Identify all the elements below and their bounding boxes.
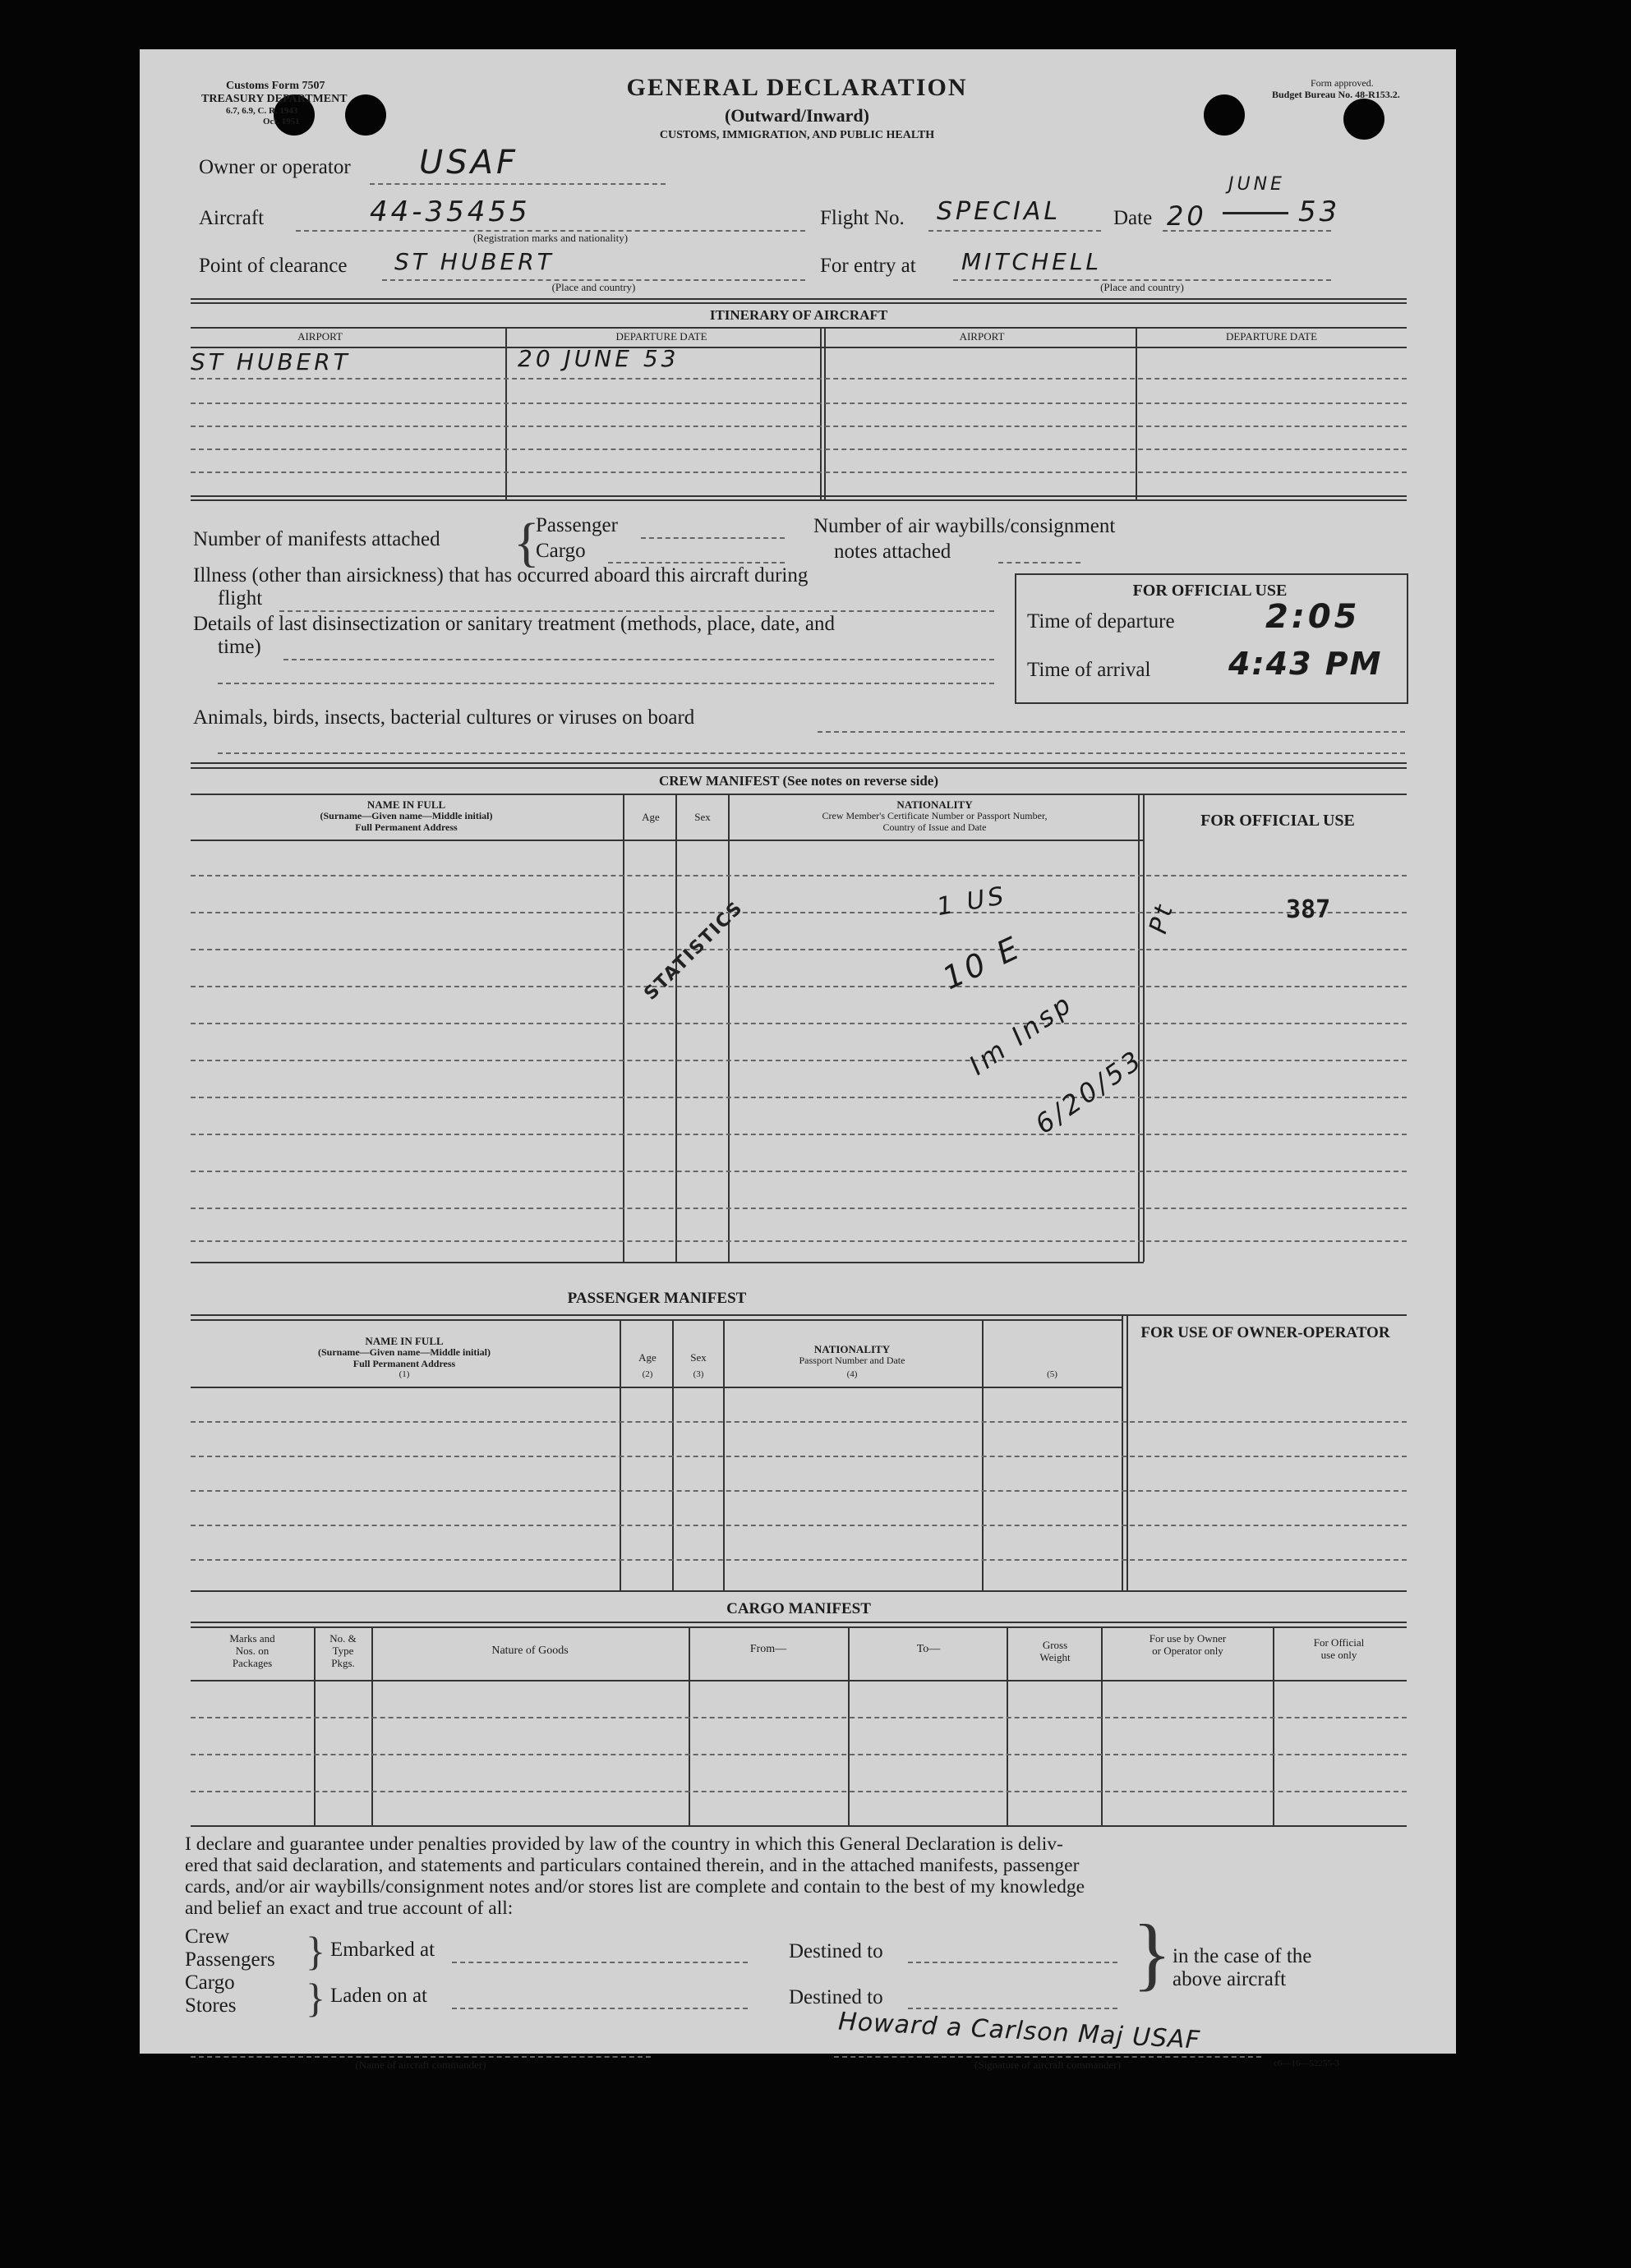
decl-destined-2: Destined to [789,1986,883,2008]
pass-h-col-1: (1) [399,1369,410,1379]
crew-h-official: FOR OFFICIAL USE [1200,812,1355,830]
animals-label: Animals, birds, insects, bacterial cultures or viruses on board [193,706,695,729]
print-code: c6—16—52255-3 [1274,2059,1340,2068]
itinerary-h-airport-2: AIRPORT [959,330,1005,343]
itinerary-airport-value[interactable]: ST HUBERT [191,348,351,375]
decl-cargo: Cargo [185,1971,235,1994]
cargo-title: CARGO MANIFEST [726,1600,871,1617]
regulation-ref: 6.7, 6.9, C. R. 1943 [226,106,298,116]
cargo-h-owner-2: or Operator only [1152,1645,1223,1657]
disinsect-label-2: time) [218,636,261,658]
general-declaration-form: Customs Form 7507 TREASURY DEPARTMENT 6.7, 6.9, C. R. 1943 Oct. 1951 GENERAL DECLARATION (Outward/Inward) CUSTOMS, IMMIGRATION, AND PUBLIC HEALTH Form approved. Budget Bureau No. 48-R153.2. Owner or operator USAF Aircraft 44-35455 (Registration marks and nationality) Flight No. SPECIAL Date 20 JUNE 53 Point of clearance ST HUBERT (Place and country) For entry at MITCHELL (Place and country) ITINERARY OF AIRCRAFT AIRPORT DEPARTURE DATE AIRPORT DEPARTURE DATE ST HUBERT 20 JUNE 53 Number of manifests attached { Passenger Cargo Number of air waybills/consignment notes attached Illness (other than airsickness) that has occurred aboard this aircraft during flight Details of last disinsectization or sanitary treatment (methods, place, date, and time) FOR OFFICIAL USE Time of departure 2:05 Time of arrival 4:43 PM Animals, birds, insects, bacterial cultures or viruses on board CREW MANIFEST (See notes on reverse side) NAME IN FULL (Surname—Given name—Middle initial) Full Permanent Address Age Sex NATIONALITY Crew Member's Certificate Number or Passport Number, Country of Issue and Date FOR OFFICIAL USE STATISTICS 1 US 10 E Pt Im Insp 6/20/53 387 PASSENGER MANIFEST NAME IN FULL (Surname—Given name—Middle initial) Full Permanent Address (1) Age (2) Sex (3) NATIONALITY Passport Number and Date (4) (5) FOR USE OF OWNER-OPERATOR CARGO MANIFEST Marks and Nos. on Packages No. & Type Pkgs. Nature of Goods From— To— Gross Weight For use by Owner or Operator only For Official use only I declare and guarantee under penalties provided by law of the country in which this General Declaration is deliv- ered that said declaration, and statements and particulars contained therein, and in the attached manifests, passenger cards, and/or air waybills/consignment notes and/or stores list are complete and contain to the best of my knowledge and belief an exact and true account of all: Crew Passengers Cargo Stores } } Embarked at Laden on at Destined to Destined to } in the case of the above aircraft (Name of aircraft commander) Howard a Carlson Maj USAF (Signature of aircraft commander) c6—16—52255-3 [140,49,1456,2054]
manifest-cargo-label: Cargo [536,540,586,562]
decl-case-2: above aircraft [1173,1968,1287,1990]
owner-operator-use: FOR USE OF OWNER-OPERATOR [1140,1324,1390,1341]
official-use-title: FOR OFFICIAL USE [1132,582,1288,600]
treasury-dept: TREASURY DEPARTMENT [201,93,348,105]
punch-hole-right-1 [1204,94,1245,136]
statistics-stamp: STATISTICS [640,897,748,1005]
cargo-h-weight-1: Gross [1042,1639,1068,1651]
passenger-title: PASSENGER MANIFEST [567,1290,747,1307]
decl-laden: Laden on at [330,1985,428,2007]
declaration-line-3: cards, and/or air waybills/consignment notes and/or stores list are complete and contain to the best of my knowledge [185,1876,1085,1898]
owner-value[interactable]: USAF [419,144,519,182]
cargo-h-pkgs-1: No. & [329,1632,357,1645]
date-year[interactable]: 53 [1298,196,1341,228]
cargo-h-to: To— [916,1643,941,1655]
form-number: Customs Form 7507 [226,80,325,92]
form-date: Oct. 1951 [263,117,300,127]
waybills-label-2: notes attached [834,541,951,563]
crew-note-4: Im Insp [963,987,1080,1082]
cargo-h-from: From— [749,1643,787,1655]
crew-h-name-1: NAME IN FULL [366,798,446,811]
pass-h-nat-1: NATIONALITY [813,1343,891,1355]
declaration-line-4: and belief an exact and true account of all: [185,1898,514,1919]
punch-hole-right-2 [1343,99,1385,140]
decl-embarked: Embarked at [330,1939,435,1961]
punch-hole-left-2 [345,94,386,136]
budget-bureau: Budget Bureau No. 48-R153.2. [1272,89,1400,100]
pass-h-col-4: (4) [846,1369,858,1379]
pass-h-col-3: (3) [693,1369,704,1379]
cargo-h-pkgs-2: Type [332,1645,354,1657]
departure-time-value[interactable]: 2:05 [1265,598,1361,636]
cargo-h-marks-3: Packages [232,1657,273,1669]
disinsect-label-1: Details of last disinsectization or sanitary treatment (methods, place, date, and [193,613,835,635]
entry-value[interactable]: MITCHELL [961,248,1103,275]
crew-note-2: 10 E [937,928,1028,997]
crew-h-nat-2: Crew Member's Certificate Number or Passport Number, [822,810,1048,821]
pass-h-sex: Sex [690,1351,707,1364]
cargo-h-goods: Nature of Goods [491,1645,569,1657]
crew-h-age: Age [642,811,660,823]
declaration-line-2: ered that said declaration, and statements and particulars contained therein, and in the attached manifests, passenger [185,1855,1080,1876]
clearance-label: Point of clearance [199,255,348,277]
crew-h-name-2: (Surname—Given name—Middle initial) [320,810,493,821]
decl-passengers: Passengers [185,1948,275,1971]
itinerary-title: ITINERARY OF AIRCRAFT [709,307,888,323]
aircraft-note: (Registration marks and nationality) [472,232,629,244]
crew-title: CREW MANIFEST (See notes on reverse side) [659,773,938,789]
crew-note-3: Pt [1144,899,1180,937]
decl-crew: Crew [185,1925,230,1948]
cargo-h-marks-2: Nos. on [235,1645,270,1657]
itinerary-departure-value[interactable]: 20 JUNE 53 [518,345,680,372]
crew-h-sex: Sex [694,811,711,823]
itinerary-h-departure-2: DEPARTURE DATE [1225,330,1318,343]
decl-destined-1: Destined to [789,1940,883,1962]
pass-h-name-2: (Surname—Given name—Middle initial) [318,1346,491,1358]
pass-h-col-2: (2) [642,1369,653,1379]
arrival-time-label: Time of arrival [1027,659,1151,681]
date-label: Date [1113,207,1153,229]
date-day[interactable]: 20 [1167,200,1207,232]
pass-h-name-1: NAME IN FULL [365,1335,444,1347]
clearance-value[interactable]: ST HUBERT [394,248,555,275]
owner-label: Owner or operator [199,156,351,178]
pass-h-age: Age [638,1351,657,1364]
illness-label-1: Illness (other than airsickness) that has occurred aboard this aircraft during [193,564,809,587]
manifests-label: Number of manifests attached [193,528,440,550]
aircraft-value[interactable]: 44-35455 [370,196,531,228]
crew-note-1: 1 US [934,881,1010,922]
entry-label: For entry at [820,255,916,277]
pass-h-nat-2: Passport Number and Date [799,1355,905,1366]
entry-note: (Place and country) [1100,281,1184,293]
illness-label-2: flight [218,587,263,610]
waybills-label-1: Number of air waybills/consignment [813,515,1116,537]
flight-label: Flight No. [820,207,905,229]
cargo-h-official-1: For Official [1313,1636,1365,1649]
cargo-h-pkgs-3: Pkgs. [331,1657,355,1669]
form-subtitle-2: CUSTOMS, IMMIGRATION, AND PUBLIC HEALTH [659,129,935,141]
crew-h-nat-3: Country of Issue and Date [882,821,987,833]
itinerary-h-airport-1: AIRPORT [297,330,343,343]
aircraft-label: Aircraft [199,207,265,229]
official-number: 387 [1286,895,1331,924]
clearance-note: (Place and country) [551,281,636,293]
cargo-h-weight-2: Weight [1039,1651,1071,1663]
form-subtitle: (Outward/Inward) [724,105,869,126]
declaration-line-1: I declare and guarantee under penalties provided by law of the country in which this General Declaration is deliv- [185,1833,1063,1855]
manifest-passenger-label: Passenger [536,514,618,536]
itinerary-h-departure-1: DEPARTURE DATE [615,330,707,343]
arrival-time-value[interactable]: 4:43 PM [1228,646,1383,682]
pass-h-col-5: (5) [1047,1369,1057,1379]
cargo-h-marks-1: Marks and [229,1632,275,1645]
date-month[interactable]: JUNE [1228,174,1285,195]
crew-h-nat-1: NATIONALITY [896,798,973,811]
form-approved: Form approved. [1311,77,1374,89]
departure-time-label: Time of departure [1027,610,1175,633]
commander-signature[interactable]: Howard a Carlson Maj USAF [837,2007,1201,2055]
cargo-h-owner-1: For use by Owner [1149,1632,1227,1645]
crew-note-5: 6/20/53 [1029,1043,1150,1140]
flight-value[interactable]: SPECIAL [937,197,1062,226]
pass-h-name-3: Full Permanent Address [352,1358,456,1369]
crew-h-name-3: Full Permanent Address [355,821,458,833]
cargo-h-official-2: use only [1320,1649,1357,1661]
signature-label: (Signature of aircraft commander) [974,2059,1121,2071]
commander-name-label: (Name of aircraft commander) [355,2059,486,2071]
decl-case-1: in the case of the [1173,1945,1312,1967]
decl-stores: Stores [185,1994,237,2017]
form-title: GENERAL DECLARATION [626,74,968,101]
